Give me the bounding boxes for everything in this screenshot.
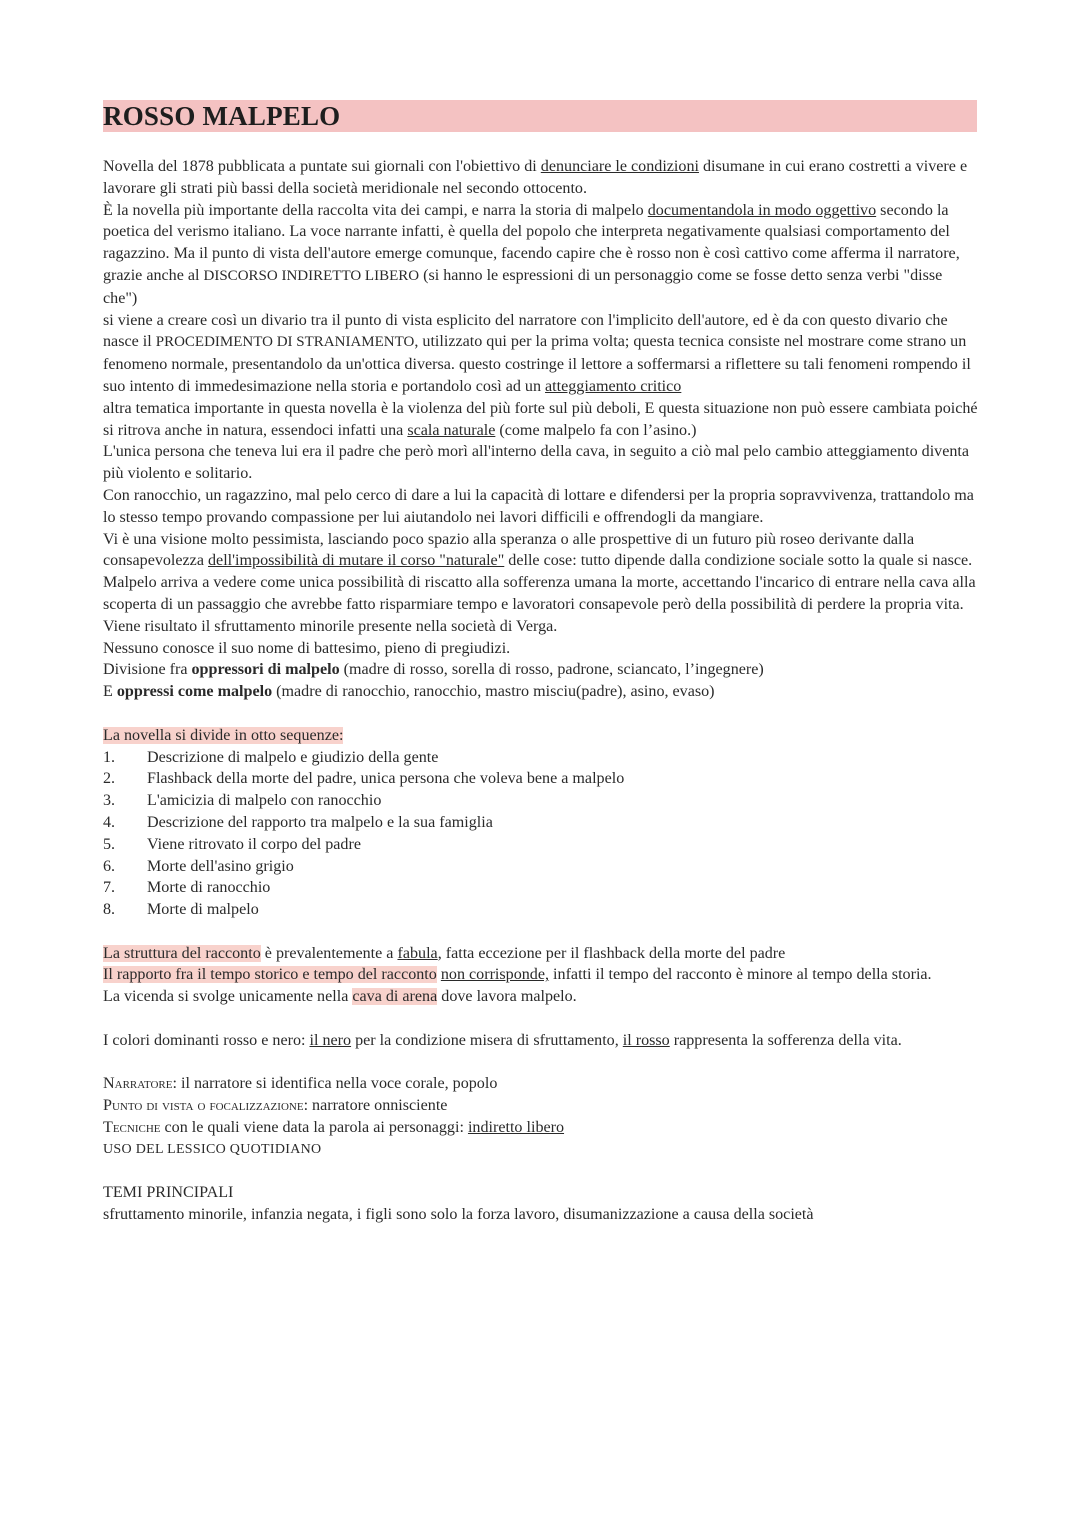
list-number: 6. xyxy=(103,857,116,875)
sequences-heading xyxy=(103,725,979,747)
text: secondo la poetica del verismo italiano. La voce narrante infatti, è quella del popolo che interpreta negativamente qualsiasi comportamento del ragazzino. Ma il punto di vista dell'autore emerge comunque, facendo capire che è rosso non è così cattivo come afferma il narratore, grazie anche al xyxy=(103,201,960,284)
underlined-text: denunciare le condizioni xyxy=(540,158,699,175)
list-number: 1. xyxy=(103,748,116,766)
paragraph-oppressed xyxy=(103,681,979,703)
text: con le quali viene data la parola ai personaggi: xyxy=(160,1119,468,1137)
paragraph-intro-1 xyxy=(103,156,979,200)
list-item-text: Morte di malpelo xyxy=(147,901,259,919)
text: I colori dominanti rosso e nero: xyxy=(103,1031,310,1049)
bold-text: oppressori di malpelo xyxy=(191,661,340,679)
highlighted-text: La novella si divide in otto sequenze: xyxy=(103,726,344,744)
small-caps-term: DISCORSO INDIRETTO LIBERO xyxy=(203,267,420,284)
text: delle cose: tutto dipende dalla condizione sociale sotto la quale si nasce. xyxy=(504,552,973,570)
text: per la condizione misera di sfruttamento, xyxy=(351,1031,623,1049)
sequences-list xyxy=(103,747,979,921)
small-caps-label: Punto di vista o focalizzazione xyxy=(103,1097,304,1115)
text: Vi è una visione molto pessimista, lasciando poco spazio alla speranza o alle prospettive di un futuro più roseo derivante dalla consapevolezza xyxy=(103,530,915,570)
list-item xyxy=(103,834,979,856)
underlined-text: documentandola in modo oggettivo xyxy=(647,201,877,219)
text: (madre di ranocchio, ranocchio, mastro misciu(padre), asino, evaso) xyxy=(272,683,715,701)
underlined-text: scala naturale xyxy=(407,421,496,439)
list-item xyxy=(103,747,979,769)
list-item xyxy=(103,899,979,921)
list-item-text: Morte di ranocchio xyxy=(147,879,271,897)
list-item-text: Morte dell'asino grigio xyxy=(147,857,294,875)
small-caps-label: Narratore xyxy=(103,1075,173,1093)
list-item-text: Viene ritrovato il corpo del padre xyxy=(147,835,361,853)
paragraph-intro-5: L'unica persona che teneva lui era il padre che però morì all'interno della cava, in seguito a ciò mal pelo cambio atteggiamento diventa più violento e solitario. xyxy=(103,443,970,483)
text: è prevalentemente a xyxy=(260,944,398,962)
document-body xyxy=(103,156,979,1226)
paragraph-intro-3 xyxy=(103,310,979,398)
analysis-lessico: USO DEL LESSICO QUOTIDIANO xyxy=(103,1141,322,1157)
themes-text: sfruttamento minorile, infanzia negata, i figli sono solo la forza lavoro, disumanizzazione a causa della società xyxy=(103,1206,814,1224)
small-caps-term: PROCEDIMENTO DI STRANIAMENTO xyxy=(155,334,415,351)
underlined-text: il rosso xyxy=(622,1031,670,1049)
paragraph-setting xyxy=(103,986,979,1008)
paragraph-intro-7 xyxy=(103,529,979,573)
text: disumane in cui erano costretti a vivere e lavorare gli strati più bassi della società meridionale nel secondo ottocento. xyxy=(103,158,968,197)
themes-heading: TEMI PRINCIPALI xyxy=(103,1184,234,1202)
list-number: 7. xyxy=(103,879,116,897)
text: La vicenda si svolge unicamente nella xyxy=(103,988,353,1006)
paragraph-intro-8: Malpelo arriva a vedere come unica possibilità di riscatto alla sofferenza umana la morte, accettando l'incarico di entrare nella cava alla scoperta di un passaggio che avrebbe fatto risparmiare tempo e lavoratori consapevole però della possibilità di perdere la propria vita. xyxy=(103,574,976,613)
text: , fatta eccezione per il flashback della morte del padre xyxy=(437,944,786,962)
paragraph-time xyxy=(103,964,979,986)
underlined-text: non corrisponde, xyxy=(440,966,550,984)
text: È la novella più importante della raccolta vita dei campi, e narra la storia di malpelo xyxy=(103,201,648,219)
text: : il narratore si identifica nella voce corale, popolo xyxy=(172,1075,498,1093)
list-item-text: L'amicizia di malpelo con ranocchio xyxy=(147,792,382,810)
text: (come malpelo fa con l’asino.) xyxy=(495,421,697,439)
text: Divisione fra xyxy=(103,661,192,679)
underlined-text: fabula xyxy=(397,944,438,962)
underlined-text: indiretto libero xyxy=(467,1119,565,1137)
underlined-text: atteggiamento critico xyxy=(545,377,682,395)
document-page xyxy=(103,100,979,1226)
paragraph-intro-4 xyxy=(103,398,979,442)
text: Novella del 1878 pubblicata a puntate sui giornali con l'obiettivo di xyxy=(103,158,541,175)
title-banner xyxy=(103,100,977,132)
paragraph-intro-6: Con ranocchio, un ragazzino, mal pelo cerco di dare a lui la capacità di lottare e difendersi per la propria sopravvivenza, trattandolo ma lo stesso tempo provando compassione per lui aiutandolo nei lavori difficili e offrendogli da mangiare. xyxy=(103,486,974,526)
text: , utilizzato qui per la prima volta; questa tecnica consiste nel mostrare come strano un fenomeno normale, presentandolo da un'ottica diversa. questo costringe il lettore a soffermarsi a riflettere su tali fenomeni rompendo il suo intento di immedesimazione nella storia e portandolo così ad un xyxy=(103,333,971,395)
list-item xyxy=(103,768,979,790)
paragraph-intro-9: Viene risultato il sfruttamento minorile presente nella società di Verga. xyxy=(103,617,558,635)
list-item xyxy=(103,856,979,878)
list-item-text: Descrizione del rapporto tra malpelo e la sua famiglia xyxy=(147,813,493,831)
paragraph-colors xyxy=(103,1030,979,1052)
analysis-punto-di-vista xyxy=(103,1095,979,1117)
list-number: 2. xyxy=(103,770,116,788)
highlighted-text: La struttura del racconto xyxy=(103,944,261,962)
list-item-text: Descrizione di malpelo e giudizio della gente xyxy=(147,748,439,766)
small-caps-label: Tecniche xyxy=(103,1119,161,1137)
bold-text: oppressi come malpelo xyxy=(116,683,273,701)
list-number: 4. xyxy=(103,813,116,831)
page-title: ROSSO MALPELO xyxy=(103,101,341,131)
text: infatti il tempo del racconto è minore al tempo della storia. xyxy=(549,966,932,984)
list-item-text: Flashback della morte del padre, unica persona che voleva bene a malpelo xyxy=(147,770,625,788)
underlined-text: il nero xyxy=(309,1031,352,1049)
analysis-narratore xyxy=(103,1073,979,1095)
text: altra tematica importante in questa novella è la violenza del più forte sul più deboli, E questa situazione non può essere cambiata poiché si ritrova anche in natura, essendoci infatti una xyxy=(103,399,978,439)
list-item xyxy=(103,877,979,899)
list-number: 5. xyxy=(103,835,116,853)
text: (madre di rosso, sorella di rosso, padrone, sciancato, l’ingegnere) xyxy=(339,661,764,679)
analysis-tecniche xyxy=(103,1117,979,1139)
paragraph-intro-10: Nessuno conosce il suo nome di battesimo, pieno di pregiudizi. xyxy=(103,639,511,657)
list-number: 3. xyxy=(103,792,116,810)
text: rappresenta la sofferenza della vita. xyxy=(669,1031,902,1049)
highlighted-text: Il rapporto fra il tempo storico e tempo del racconto xyxy=(103,966,437,984)
paragraph-oppressors xyxy=(103,659,979,681)
underlined-text: dell'impossibilità di mutare il corso "naturale" xyxy=(208,552,505,570)
highlighted-text: cava di arena xyxy=(352,988,438,1006)
text: (si hanno le espressioni di un personaggio come se fosse detto senza verbi "disse che") xyxy=(103,266,943,307)
list-item xyxy=(103,812,979,834)
list-number: 8. xyxy=(103,901,116,919)
paragraph-intro-2 xyxy=(103,200,979,310)
text: si viene a creare così un divario tra il punto di vista esplicito del narratore con l'implicito dell'autore, ed è da con questo divario che nasce il xyxy=(103,311,948,351)
list-item xyxy=(103,790,979,812)
text: : narratore onnisciente xyxy=(303,1097,448,1115)
text: E xyxy=(103,683,117,701)
paragraph-structure xyxy=(103,943,979,965)
text: dove lavora malpelo. xyxy=(437,988,577,1006)
